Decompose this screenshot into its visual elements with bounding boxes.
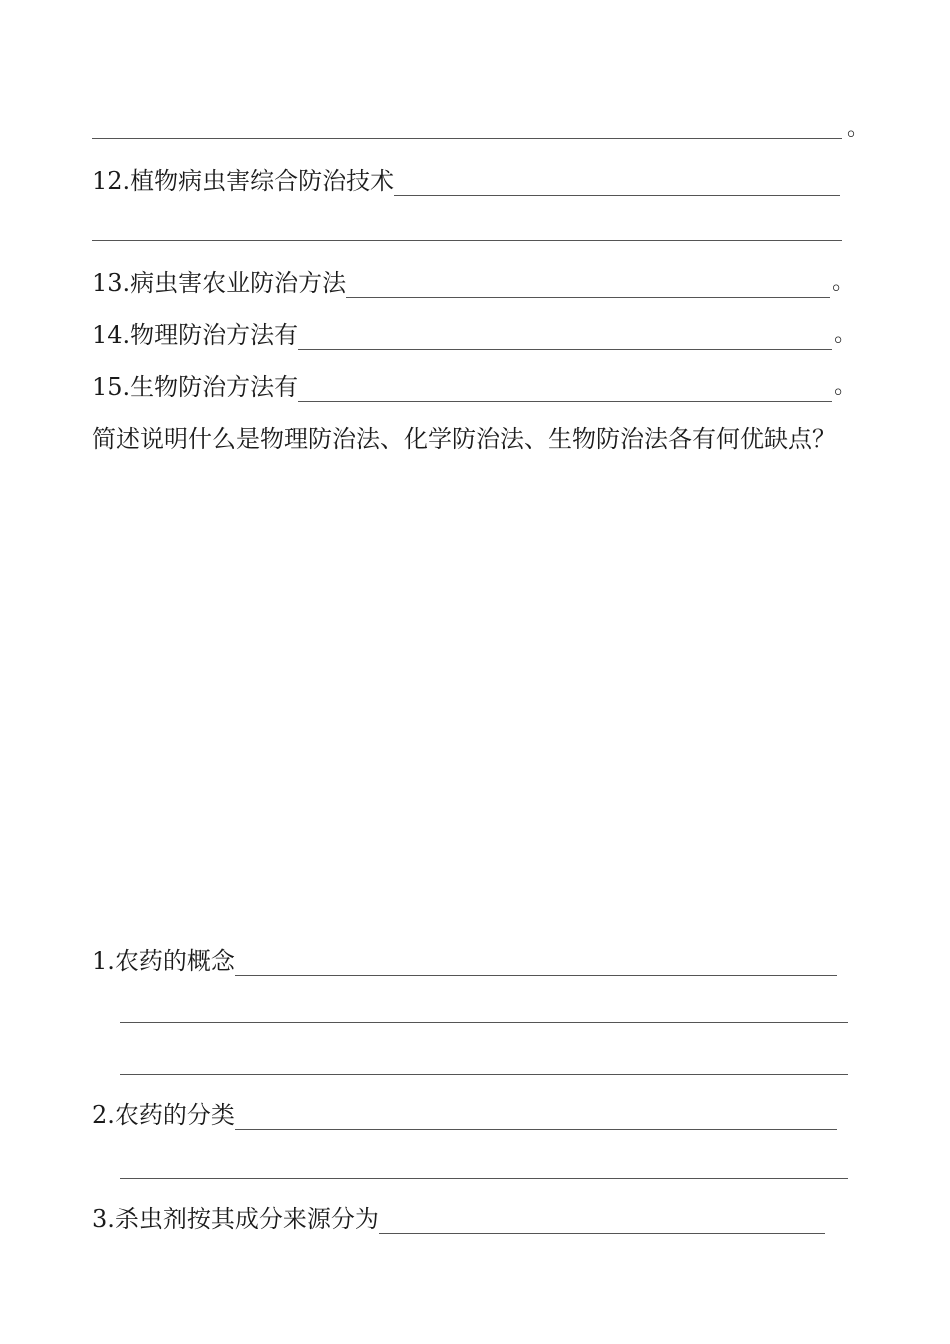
question-p2-text: 2.农药的分类 <box>92 1101 235 1129</box>
question-12-text: 12.植物病虫害综合防治技术 <box>92 167 395 195</box>
question-p3-text: 3.杀虫剂按其成分来源分为 <box>92 1205 379 1233</box>
question-14-text: 14.物理防治方法有 <box>92 321 299 349</box>
period-14: 。 <box>834 322 857 347</box>
question-14 <box>92 320 856 350</box>
question-p1-text: 1.农药的概念 <box>92 947 235 975</box>
answer-blank-13[interactable] <box>346 271 830 298</box>
period <box>845 114 869 144</box>
answer-line-p1c[interactable] <box>120 1074 848 1075</box>
answer-blank-p3[interactable] <box>379 1207 825 1234</box>
question-p1 <box>92 946 837 976</box>
answer-line[interactable] <box>92 138 842 139</box>
answer-blank-p1[interactable] <box>235 949 837 976</box>
answer-line-p2b[interactable] <box>120 1178 848 1179</box>
essay-question <box>92 424 836 454</box>
answer-blank-12[interactable] <box>394 169 840 196</box>
essay-question-text: 简述说明什么是物理防治法、化学防治法、生物防治法各有何优缺点？ <box>92 425 836 453</box>
period-13: 。 <box>832 270 855 295</box>
question-13-text: 13.病虫害农业防治方法 <box>92 269 347 297</box>
answer-blank-14[interactable] <box>298 323 832 350</box>
period-text: 。 <box>847 116 870 141</box>
question-p3 <box>92 1204 825 1234</box>
answer-blank-15[interactable] <box>298 375 832 402</box>
question-p2 <box>92 1100 837 1130</box>
answer-blank-p2[interactable] <box>235 1103 837 1130</box>
question-15-text: 15.生物防治方法有 <box>92 373 299 401</box>
answer-line-12b[interactable] <box>92 240 842 241</box>
question-12 <box>92 166 840 196</box>
answer-line-p1b[interactable] <box>120 1022 848 1023</box>
question-15 <box>92 372 856 402</box>
question-13 <box>92 268 854 298</box>
period-15: 。 <box>834 374 857 399</box>
